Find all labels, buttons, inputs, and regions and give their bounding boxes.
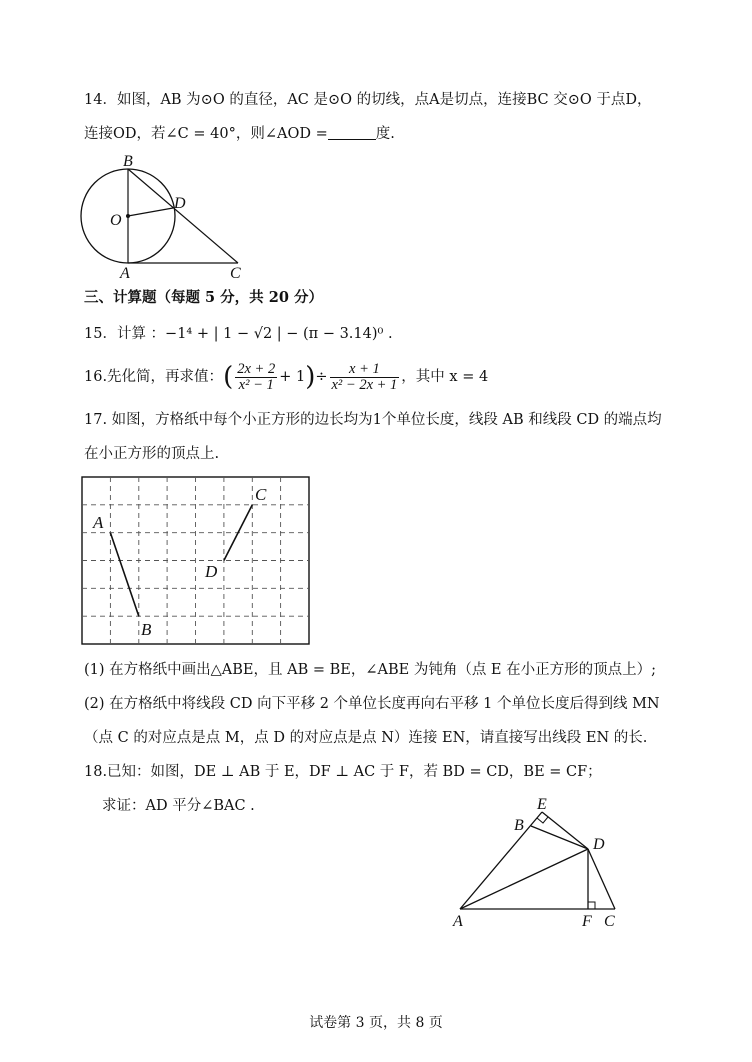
label-a: A — [453, 913, 463, 930]
label-d: D — [205, 562, 218, 581]
segment-ed — [542, 812, 588, 849]
label-o: O — [110, 212, 122, 229]
right-angle-e — [537, 817, 548, 823]
fraction-1: $\frac{2x + 2}{\text{x² − 1}}$ — [237, 360, 276, 393]
label-e: E — [537, 796, 547, 813]
label-a: A — [93, 513, 104, 532]
label-b: B — [123, 153, 133, 170]
label-c: C — [604, 913, 615, 930]
q17-grid-figure — [82, 477, 310, 645]
label-d: D — [174, 195, 186, 212]
segment-dc — [588, 849, 615, 909]
label-b: B — [141, 620, 152, 639]
q17-sub1: (1) 在方格纸中画出△ABE，且 AB = BE，∠ABE 为钝角（点 E 在小正方形的顶点上）; — [84, 662, 657, 678]
q17-sub2a: (2) 在方格纸中将线段 CD 向下平移 2 个单位长度再向右平移 1 个单位长度后得到线 MN — [84, 696, 660, 712]
segment-ad — [460, 849, 588, 909]
q16-div: ÷ — [315, 369, 328, 385]
q16: 16.先化简，再求值：( $\frac{2x + 2}{\text{x² − 1}}$ + 1)÷ $\frac{x + 1}{\text{x² − 2x + 1}}$ ，其中 x = 4 — [84, 360, 489, 393]
q16-post: ，其中 x = 4 — [401, 369, 489, 385]
page-footer: 试卷第 3 页，共 8 页 — [309, 1015, 443, 1031]
section-title: 三、计算题（每题 5 分，共 20 分） — [84, 289, 323, 306]
label-f: F — [582, 913, 592, 930]
label-c: C — [255, 485, 267, 504]
q14-line2 — [84, 124, 395, 144]
label-d: D — [593, 836, 605, 853]
segment-bd — [531, 826, 588, 849]
grid-lines — [82, 477, 309, 644]
q14-line2-pre: 连接OD，若∠C = 40°，则∠AOD = — [84, 126, 328, 142]
q18-triangle-figure — [448, 792, 628, 937]
label-a: A — [120, 265, 130, 282]
q14-line2-post: 度. — [375, 126, 395, 142]
answer-blank — [328, 125, 376, 140]
segment-od — [128, 208, 173, 216]
q17-sub2b: （点 C 的对应点是点 M，点 D 的对应点是点 N）连接 EN，请直接写出线段 EN 的长. — [84, 730, 648, 746]
q16-pre: 16.先化简，再求值： — [84, 369, 224, 385]
segment-bc — [128, 169, 238, 263]
q16-plus: + 1 — [279, 369, 306, 385]
label-b: B — [514, 817, 524, 834]
q18-line2: 求证：AD 平分∠BAC . — [102, 798, 255, 814]
segment-ae — [460, 812, 542, 909]
q18-line1: 18.已知：如图，DE ⊥ AB 于 E，DF ⊥ AC 于 F，若 BD = CD，BE = CF； — [84, 764, 602, 780]
q14-line1: 14．如图，AB 为⊙O 的直径，AC 是⊙O 的切线，点A是切点，连接BC 交⊙O 于点D， — [84, 92, 652, 108]
fraction-2: $\frac{x + 1}{\text{x² − 2x + 1}}$ — [331, 360, 398, 393]
segment-ab — [110, 533, 138, 617]
right-angle-f — [588, 902, 595, 909]
center-dot — [126, 214, 130, 218]
q17-line1: 17. 如图，方格纸中每个小正方形的边长均为1个单位长度，线段 AB 和线段 CD 的端点均 — [84, 412, 662, 428]
q14-circle-figure — [70, 150, 260, 285]
label-c: C — [230, 265, 241, 282]
q15: 15．计算 ：−1⁴ + | 1 − √2 | − (π − 3.14)⁰ . — [84, 326, 393, 342]
q17-line2: 在小正方形的顶点上. — [84, 446, 220, 462]
